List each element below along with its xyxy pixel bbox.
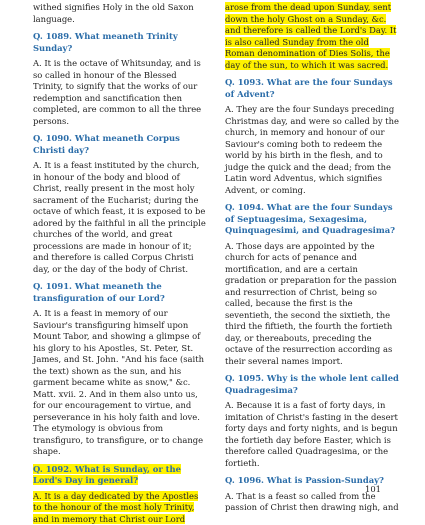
right-column [225,2,399,514]
answer-1092-continued [225,2,399,71]
answer-1094: A. Those days are appointed by the church for acts of penance and mortification, and are a certain gradation or preparation for the passion and resurrection of Christ, being so called, because the first is the seventieth, the second the sixtieth, the third the fiftieth, the fourth the fortieth day, or thereabouts, preceding the octave of the resurrection according as their several names import. [225,241,399,368]
answer-1090: A. It is a feast instituted by the church, in honour of the body and blood of Christ, really present in the most holy sacrament of the Eucharist; during the octave of which feast, it is exposed to be adored by the faithful in all the principle churches of the world, and great processions are made in honour of it; and therefore is called Corpus Christi day, or the day of the body of Christ. [33,160,207,275]
question-1096: Q. 1096. What is Passion-Sunday? [225,475,399,487]
left-column [33,2,207,525]
answer-1091: A. It is a feast in memory of our Saviour's transfiguring himself upon Mount Tabor, and showing a glimpse of his glory to his Apostles, St. Peter, St. James, and St. John. "And his face (saith the text) shown as the sun, and his garment became white as snow," &c. Matt. xvii. 2. And in them also unto us, for our encouragement to virtue, and perseverance in his holy faith and love. The etymology is obvious from transfiguro, to transfigure, or to change shape. [33,308,207,458]
highlight-question-1092: Q. 1092. What is Sunday, or the Lord's Day in general? [33,464,181,486]
question-1091: Q. 1091. What meaneth the transfiguration of our Lord? [33,281,207,304]
question-1094: Q. 1094. What are the four Sundays of Septuagesima, Sexagesima, Quinquagesimi, and Quadragesima? [225,202,399,237]
answer-1093: A. They are the four Sundays preceding Christmas day, and were so called by the church, in memory and honour of our Saviour's coming both to redeem the world by his birth in the flesh, and to judge the quick and the dead; from the Latin word Adventus, which signifies Advent, or coming. [225,104,399,196]
question-1092 [33,464,207,487]
highlight-answer-1092-continued: arose from the dead upon Sunday, sent down the holy Ghost on a Sunday, &c. and therefore is called the Lord's Day. It is also called Sunday from the old Roman denomination of Dies Solis, the day of the sun, to which it was sacred. [225,2,396,70]
answer-1095: A. Because it is a fast of forty days, in imitation of Christ's fasting in the desert forty days and forty nights, and is begun the fortieth day before Easter, which is therefore called Quadragesima, or the fortieth. [225,400,399,469]
answer-1092 [33,491,207,525]
question-1095: Q. 1095. Why is the whole lent called Quadragesima? [225,373,399,396]
question-1090: Q. 1090. What meaneth Corpus Christi day? [33,133,207,156]
page-number: 101 [365,484,381,494]
question-1089: Q. 1089. What meaneth Trinity Sunday? [33,31,207,54]
answer-1089: A. It is the octave of Whitsunday, and is so called in honour of the Blessed Trinity, to signify that the works of our redemption and sanctification then completed, are common to all the three persons. [33,58,207,127]
highlight-answer-1092: A. It is a day dedicated by the Apostles to the honour of the most holy Trinity, and in memory that Christ our Lord [33,491,198,524]
paragraph-saxon-note: withed signifies Holy in the old Saxon language. [33,2,207,25]
question-1093: Q. 1093. What are the four Sundays of Advent? [225,77,399,100]
answer-1096: A. That is a feast so called from the passion of Christ then drawing nigh, and [225,491,399,514]
